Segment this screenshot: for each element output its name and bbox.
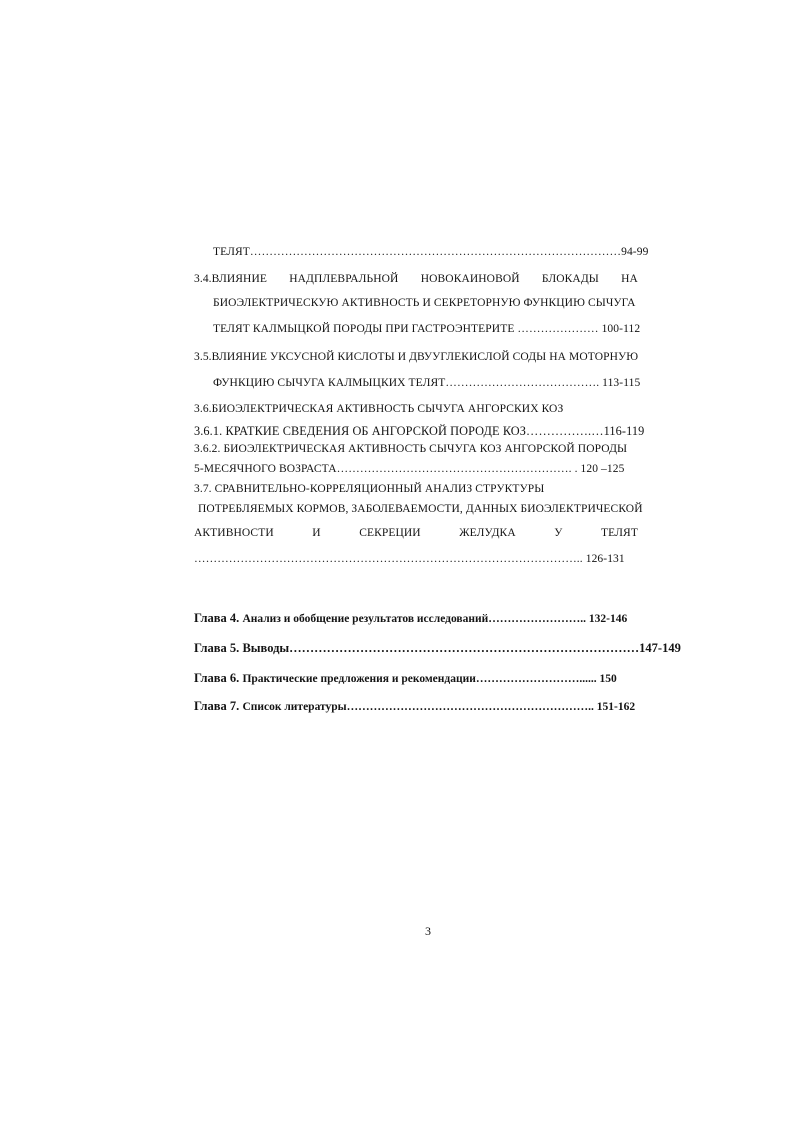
toc-entry-3-6-2: 3.6.2. БИОЭЛЕКТРИЧЕСКАЯ АКТИВНОСТЬ СЫЧУГА КОЗ АНГОРСКОЙ ПОРОДЫ: [194, 443, 628, 455]
toc-line-3-7-cont-2: [194, 526, 638, 540]
chapter-5-title: Выводы…………………………………………………………………………147-149: [242, 641, 681, 655]
toc-line-3-7-cont-1: ПОТРЕБЛЯЕМЫХ КОРМОВ, ЗАБОЛЕВАЕМОСТИ, ДАННЫХ БИОЭЛЕКТРИЧЕСКОЙ: [198, 503, 643, 515]
chapter-4-label: Глава 4.: [194, 611, 240, 625]
chapter-6-entry: [194, 671, 617, 687]
toc-line-3-5-cont: ФУНКЦИЮ СЫЧУГА КАЛМЫЦКИХ ТЕЛЯТ…………………………………. 113-115: [213, 377, 641, 389]
chapter-4-title: Анализ и обобщение результатов исследований…………………….. 132-146: [242, 613, 628, 625]
toc-entry-3-7: 3.7. СРАВНИТЕЛЬНО-КОРРЕЛЯЦИОННЫЙ АНАЛИЗ СТРУКТУРЫ: [194, 483, 545, 495]
chapter-4-entry: [194, 611, 627, 627]
toc-word: ЖЕЛУДКА: [459, 527, 516, 539]
toc-line-3-6-2-cont: 5-МЕСЯЧНОГО ВОЗРАСТА……………………………………………………. . 120 –125: [194, 463, 625, 475]
page-number: 3: [425, 924, 431, 938]
toc-entry-3-5: 3.5.ВЛИЯНИЕ УКСУСНОЙ КИСЛОТЫ И ДВУУГЛЕКИСЛОЙ СОДЫ НА МОТОРНУЮ: [194, 351, 639, 363]
toc-entry-3-6: 3.6.БИОЭЛЕКТРИЧЕСКАЯ АКТИВНОСТЬ СЫЧУГА АНГОРСКИХ КОЗ: [194, 403, 564, 415]
toc-word: СЕКРЕЦИИ: [359, 527, 421, 539]
chapter-5-label: Глава 5.: [194, 641, 240, 655]
toc-entry-3-4-header: [194, 272, 638, 286]
chapter-7-entry: [194, 699, 635, 715]
toc-word: НА: [621, 273, 638, 285]
chapter-7-label: Глава 7.: [194, 699, 240, 713]
toc-word: 3.4.ВЛИЯНИЕ: [194, 273, 267, 285]
toc-word: У: [554, 527, 563, 539]
toc-word: НАДПЛЕВРАЛЬНОЙ: [289, 273, 399, 285]
chapter-5-entry: [194, 641, 681, 656]
toc-word: БЛОКАДЫ: [541, 273, 599, 285]
chapter-6-label: Глава 6.: [194, 671, 240, 685]
chapter-7-title: Список литературы……………………………………………………….. 151-162: [242, 701, 636, 713]
toc-line-3-4-cont-2: ТЕЛЯТ КАЛМЫЦКОЙ ПОРОДЫ ПРИ ГАСТРОЭНТЕРИТЕ ………………… 100-112: [213, 323, 641, 335]
toc-word: ТЕЛЯТ: [601, 527, 638, 539]
toc-word: АКТИВНОСТИ: [194, 527, 274, 539]
toc-line-3-7-pages: ……………………………………………………………………………………….. 126-131: [194, 553, 625, 565]
toc-line-3-4-cont-1: БИОЭЛЕКТРИЧЕСКУЮ АКТИВНОСТЬ И СЕКРЕТОРНУЮ ФУНКЦИЮ СЫЧУГА: [213, 297, 636, 309]
chapter-6-title: Практические предложения и рекомендации………………………...... 150: [242, 673, 617, 685]
toc-line-teliat-94-99: ТЕЛЯТ……………………………………………………………………………………94-99: [213, 246, 649, 258]
toc-word: НОВОКАИНОВОЙ: [420, 273, 520, 285]
toc-entry-3-6-1: 3.6.1. КРАТКИЕ СВЕДЕНИЯ ОБ АНГОРСКОЙ ПОРОДЕ КОЗ…………….…116-119: [194, 424, 645, 438]
toc-word: И: [312, 527, 321, 539]
